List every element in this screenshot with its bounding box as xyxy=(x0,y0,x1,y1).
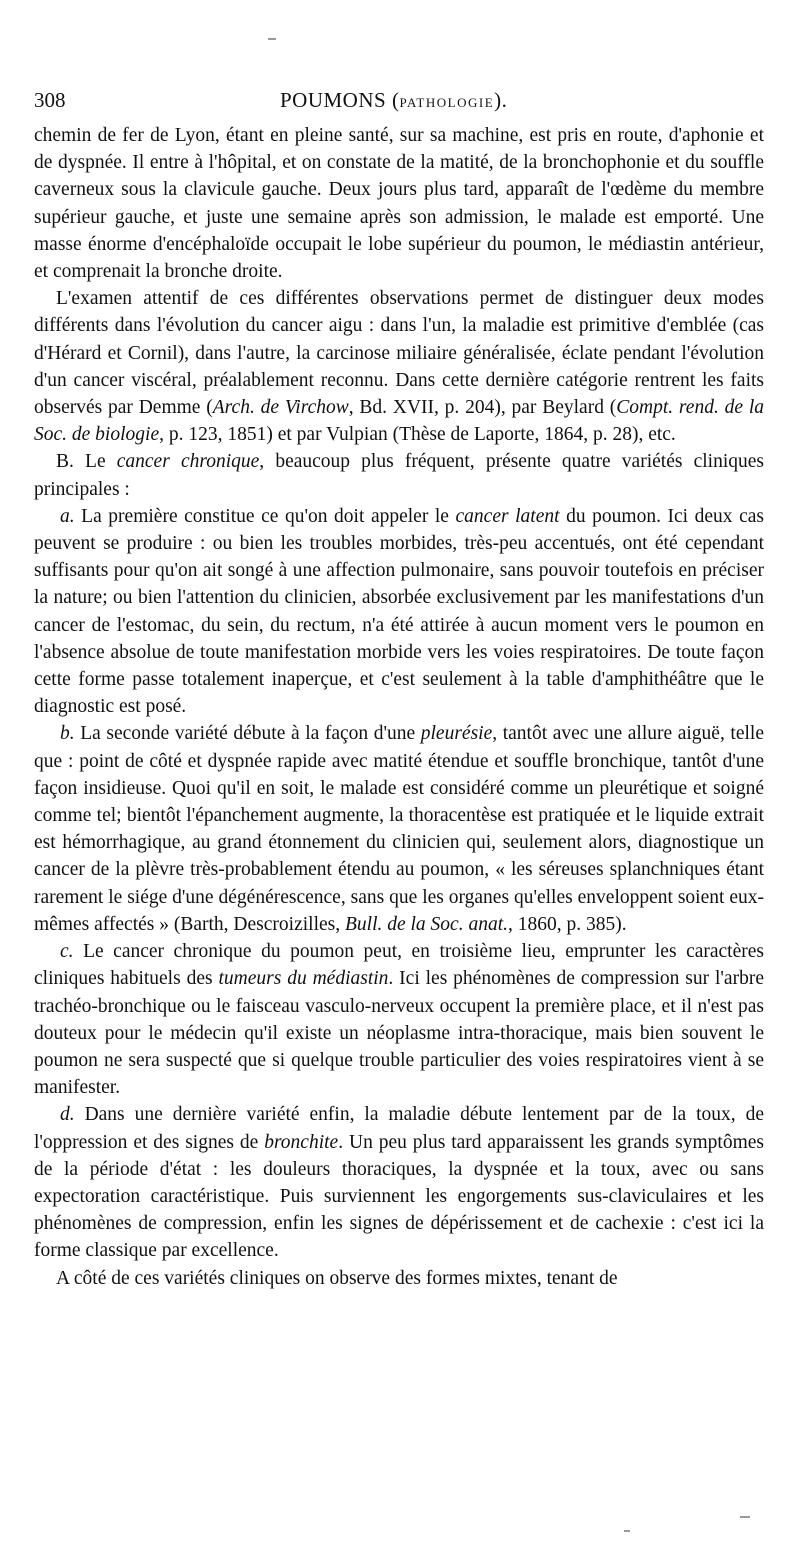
emphasis: pleurésie xyxy=(420,723,493,745)
paragraph-variety-a xyxy=(34,503,764,721)
paragraph-variety-d xyxy=(34,1101,764,1264)
item-letter: d. xyxy=(60,1104,75,1126)
citation-title: Arch. de Virchow xyxy=(212,397,349,419)
citation-title: Compt. rend. de la Soc. de biologie xyxy=(34,397,764,446)
text-run: A côté de ces variétés cliniques on observe des formes mixtes, tenant de xyxy=(56,1267,618,1289)
emphasis: tumeurs du médiastin xyxy=(218,968,389,990)
paragraph-examen xyxy=(34,285,764,448)
item-letter: c. xyxy=(60,941,74,963)
print-speck xyxy=(268,38,276,40)
text-run: Le cancer chronique du poumon peut, en troisième lieu, emprunter les caractères cliniques habituels des xyxy=(34,941,764,990)
text-run: . Ici les phénomènes de compression sur l'arbre trachéo-bronchique ou le faisceau vasculo-nerveux occupent la première place, et il n'est pas douteux pour le médecin qu'il existe un néoplasme intra-thoracique, mais bien souvent le poumon ne sera suspecté que si quelque trouble particulier des voies respiratoires vient à se manifester. xyxy=(34,968,764,1099)
text-run: Dans une dernière variété enfin, la maladie débute lentement par de la toux, de l'oppression et des signes de xyxy=(34,1104,764,1153)
text-run: , tantôt avec une allure aiguë, telle que : point de côté et dyspnée rapide avec matité étendue et souffle bronchique, tantôt d'une façon insidieuse. Quoi qu'il en soit, le malade est considéré comme un pleurétique et soigné comme tel; bientôt l'épanchement augmente, la thoracentèse est pratiquée et le liquide extrait est hémorrhagique, au grand étonnement du clinicien qui, seulement alors, diagnostique un cancer de la plèvre très-probablement étendu au poumon, « les séreuses splanchniques étant rarement le siége d'une dégénérescence, sans que les organes qu'elles enveloppent soient eux-mêmes affectés » (Barth, Descroizilles, xyxy=(34,723,764,935)
title-main: POUMONS xyxy=(280,88,387,112)
item-letter: a. xyxy=(60,505,75,527)
emphasis: cancer latent xyxy=(455,505,560,527)
text-run: du poumon. Ici deux cas peuvent se produire : ou bien les troubles morbides, très-peu accentués, ont été cependant suffisants pour qu'on ait songé à une affection pulmonaire, sans pouvoir toutefois en préciser la nature; ou bien l'attention du clinicien, absorbée exclusivement par les manifestations d'un cancer de l'estomac, du sein, du rectum, n'a été attirée à aucun moment vers le poumon en l'absence absolue de toute manifestation morbide vers les voies respiratoires. De toute façon cette forme passe totalement inaperçue, et c'est seulement à la table d'amphithéâtre que le diagnostic est posé. xyxy=(34,505,764,718)
item-letter: b. xyxy=(60,723,75,745)
print-speck xyxy=(740,1516,750,1518)
running-title xyxy=(280,88,507,113)
emphasis: bronchite xyxy=(264,1131,339,1153)
paragraph-formes-mixtes xyxy=(34,1265,764,1292)
emphasis: cancer chronique xyxy=(116,451,260,473)
citation-title: Bull. de la Soc. anat. xyxy=(344,913,509,935)
paragraph-variety-c xyxy=(34,938,764,1101)
title-close: ). xyxy=(494,88,508,112)
page-number: 308 xyxy=(34,88,66,112)
text-run: , 1860, p. 385). xyxy=(508,913,627,935)
body-text xyxy=(34,122,764,1292)
text-run: , beaucoup plus fréquent, présente quatre variétés cliniques principales : xyxy=(34,451,764,500)
title-sub: PATHOLOGIE xyxy=(399,95,495,110)
text-run: B. Le xyxy=(56,451,117,473)
paragraph-variety-b xyxy=(34,720,764,938)
text-run: L'examen attentif de ces différentes observations permet de distinguer deux modes différents dans l'évolution du cancer aigu : dans l'un, la maladie est primitive d'emblée (cas d'Hérard et Cornil), dans l'autre, la carcinose miliaire généralisée, éclate pendant l'évolution d'un cancer viscéral, préalablement reconnu. Dans cette dernière catégorie rentrent les faits observés par Demme ( xyxy=(34,288,764,419)
running-head xyxy=(34,88,764,118)
text-run: La première constitue ce qu'on doit appeler le xyxy=(74,505,456,527)
text-run: chemin de fer de Lyon, étant en pleine santé, sur sa machine, est pris en route, d'aphonie et de dyspnée. Il entre à l'hôpital, et on constate de la matité, de la bronchophonie et du souffle caverneux sous la clavicule gauche. Deux jours plus tard, apparaît de l'œdème du membre supérieur gauche, et juste une semaine après son admission, le malade est emporté. Une masse énorme d'encéphaloïde occupait le lobe supérieur du poumon, le médiastin antérieur, et comprenait la bronche droite. xyxy=(34,125,764,283)
text-run: , Bd. XVII, p. 204), par Beylard ( xyxy=(348,397,617,419)
paragraph-cancer-chronique xyxy=(34,448,764,502)
text-run: , p. 123, 1851) et par Vulpian (Thèse de Laporte, 1864, p. 28), etc. xyxy=(159,424,676,446)
text-run: . Un peu plus tard apparaissent les grands symptômes de la période d'état : les douleurs thoraciques, la dyspnée et la toux, avec ou sans expectoration caractéristique. Puis surviennent les engorgements sus-claviculaires et les phénomènes de compression, enfin les signes de dépérissement et de cachexie : c'est ici la forme classique par excellence. xyxy=(34,1131,764,1262)
paragraph-continued xyxy=(34,122,764,285)
print-speck xyxy=(624,1530,630,1532)
title-open: ( xyxy=(386,88,400,112)
text-run: La seconde variété débute à la façon d'une xyxy=(74,723,421,745)
